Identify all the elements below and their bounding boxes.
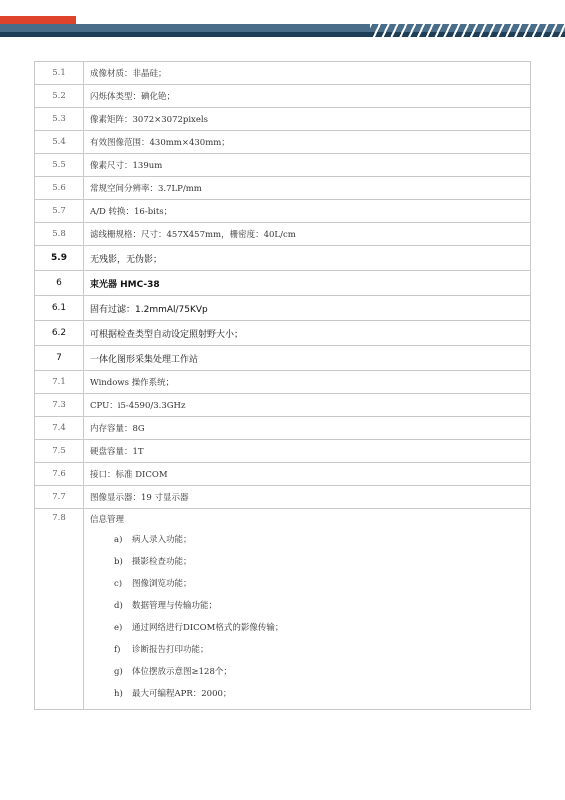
info-management-cell	[84, 509, 531, 710]
list-letter: e)	[114, 623, 123, 633]
list-item	[114, 639, 524, 661]
row-text: 闪烁体类型：碘化铯；	[84, 85, 531, 108]
table-row	[35, 154, 531, 177]
table-row-info-management	[35, 509, 531, 710]
list-letter: h)	[114, 689, 123, 699]
row-text: A/D 转换：16-bits；	[84, 200, 531, 223]
row-text: 一体化图形采集处理工作站	[84, 346, 531, 371]
table-row	[35, 271, 531, 296]
table-row	[35, 394, 531, 417]
list-text: 最大可编程APR：2000；	[132, 689, 232, 699]
row-number: 7.3	[35, 394, 84, 417]
table-row	[35, 177, 531, 200]
list-text: 诊断报告打印功能；	[132, 645, 209, 655]
row-text: 常规空间分辨率：3.7LP/mm	[84, 177, 531, 200]
row-text: 接口：标准 DICOM	[84, 463, 531, 486]
table-row	[35, 463, 531, 486]
row-number: 5.3	[35, 108, 84, 131]
table-row	[35, 62, 531, 85]
row-text: 束光器 HMC-38	[84, 271, 531, 296]
row-text: 可根据检查类型自动设定照射野大小；	[84, 321, 531, 346]
row-number: 7.7	[35, 486, 84, 509]
row-text: CPU：i5-4590/3.3GHz	[84, 394, 531, 417]
header-stripe-pattern	[370, 24, 565, 37]
row-number: 5.5	[35, 154, 84, 177]
row-number: 5.1	[35, 62, 84, 85]
list-item	[114, 683, 524, 705]
row-text: 有效图像范围：430mm×430mm；	[84, 131, 531, 154]
list-item	[114, 661, 524, 683]
list-item	[114, 529, 524, 551]
table-row	[35, 417, 531, 440]
table-row	[35, 440, 531, 463]
row-number: 7.8	[35, 509, 84, 710]
list-text: 病人录入功能；	[132, 535, 192, 545]
table-row	[35, 486, 531, 509]
spec-table	[34, 61, 531, 710]
row-text: 图像显示器：19 寸显示器	[84, 486, 531, 509]
feature-list	[114, 529, 524, 705]
row-number: 7.6	[35, 463, 84, 486]
row-text: 像素矩阵：3072×3072pixels	[84, 108, 531, 131]
list-letter: b)	[114, 557, 123, 567]
table-row	[35, 85, 531, 108]
row-number: 5.7	[35, 200, 84, 223]
header-accent-bar	[0, 16, 76, 24]
table-row	[35, 246, 531, 271]
row-number: 6	[35, 271, 84, 296]
row-number: 5.9	[35, 246, 84, 271]
row-text: 固有过滤：1.2mmAl/75KVp	[84, 296, 531, 321]
list-item	[114, 617, 524, 639]
list-letter: f)	[114, 645, 121, 655]
row-number: 5.2	[35, 85, 84, 108]
list-text: 数据管理与传输功能；	[132, 601, 218, 611]
row-number: 6.2	[35, 321, 84, 346]
list-text: 通过网络进行DICOM格式的影像传输；	[132, 623, 284, 633]
row-number: 7.5	[35, 440, 84, 463]
row-text: 成像材质：非晶硅；	[84, 62, 531, 85]
table-row	[35, 371, 531, 394]
list-item	[114, 573, 524, 595]
list-letter: g)	[114, 667, 123, 677]
row-number: 5.8	[35, 223, 84, 246]
table-row	[35, 346, 531, 371]
row-number: 5.6	[35, 177, 84, 200]
row-number: 7.4	[35, 417, 84, 440]
list-item	[114, 551, 524, 573]
row-text: 像素尺寸：139um	[84, 154, 531, 177]
row-text: 内存容量：8G	[84, 417, 531, 440]
list-item	[114, 595, 524, 617]
table-row	[35, 321, 531, 346]
table-row	[35, 296, 531, 321]
row-text: Windows 操作系统；	[84, 371, 531, 394]
table-row	[35, 200, 531, 223]
row-text: 无残影，无伪影；	[84, 246, 531, 271]
table-row	[35, 223, 531, 246]
list-letter: d)	[114, 601, 123, 611]
row-number: 5.4	[35, 131, 84, 154]
row-text: 滤线栅规格：尺寸：457X457mm，栅密度：40L/cm	[84, 223, 531, 246]
list-text: 体位摆放示意图≥128个；	[132, 667, 232, 677]
list-text: 图像浏览功能；	[132, 579, 192, 589]
row-text: 硬盘容量：1T	[84, 440, 531, 463]
list-letter: c)	[114, 579, 123, 589]
list-text: 摄影检查功能；	[132, 557, 192, 567]
list-letter: a)	[114, 535, 123, 545]
info-management-title: 信息管理	[90, 515, 125, 525]
table-row	[35, 131, 531, 154]
row-number: 7.1	[35, 371, 84, 394]
row-number: 6.1	[35, 296, 84, 321]
row-number: 7	[35, 346, 84, 371]
table-row	[35, 108, 531, 131]
